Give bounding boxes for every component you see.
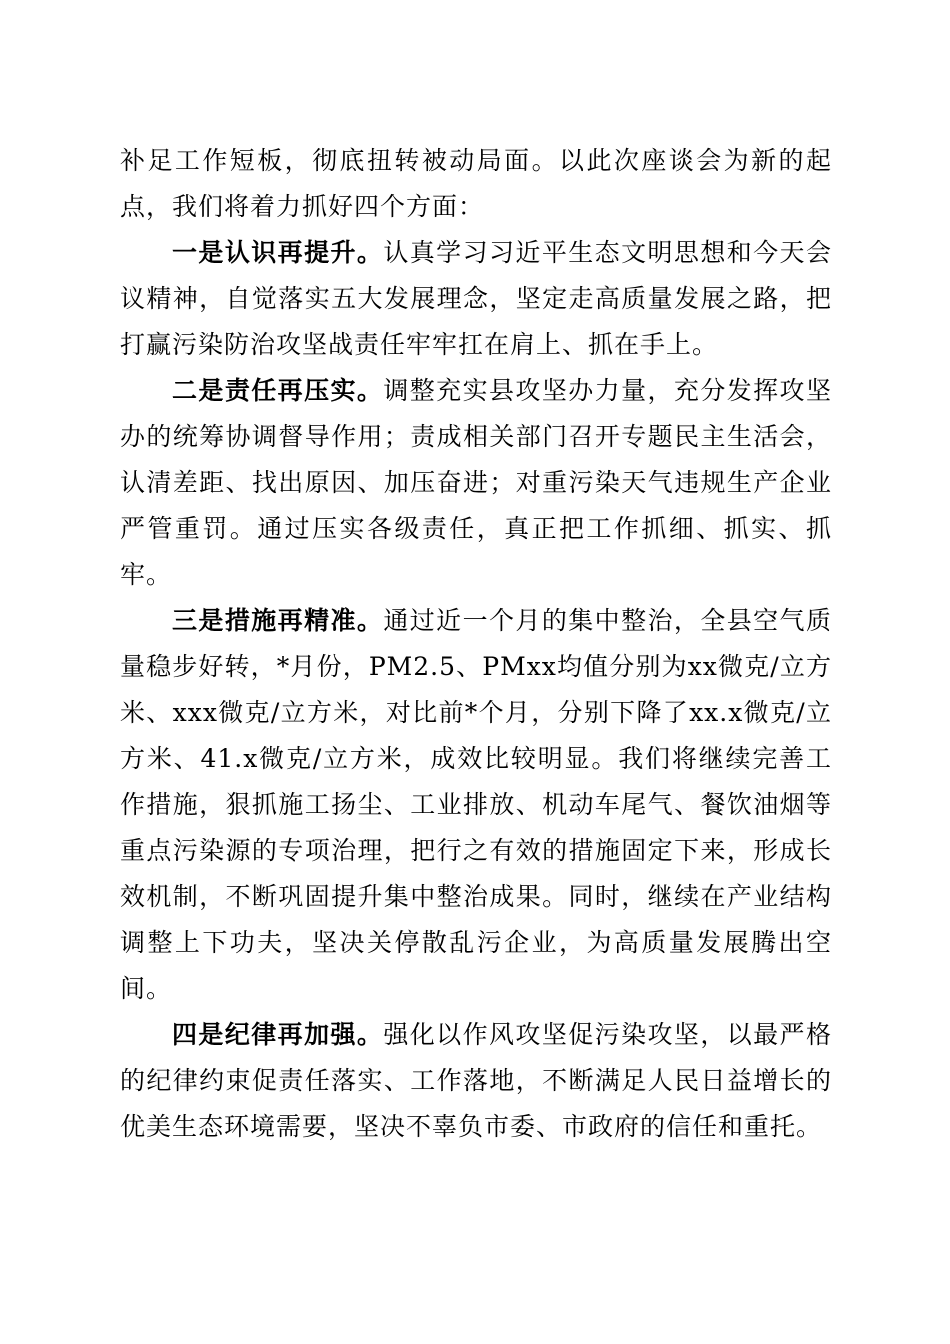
- paragraph-point-4-lead: 四是纪律再加强。: [172, 1020, 384, 1049]
- paragraph-point-4: [120, 1012, 832, 1150]
- paragraph-intro-text: 补足工作短板，彻底扭转被动局面。以此次座谈会为新的起点，我们将着力抓好四个方面：: [120, 146, 832, 221]
- paragraph-point-3-text: 通过近一个月的集中整治，全县空气质量稳步好转，*月份，PM2.5、PMxx均值分别为xx微克/立方米、xxx微克/立方米，对比前*个月，分别下降了xx.x微克/立方米、41.x微克/立方米，成效比较明显。我们将继续完善工作措施，狠抓施工扬尘、工业排放、机动车尾气、餐饮油烟等重点污染源的专项治理，把行之有效的措施固定下来，形成长效机制，不断巩固提升集中整治成果。同时，继续在产业结构调整上下功夫，坚决关停散乱污企业，为高质量发展腾出空间。: [120, 606, 832, 1003]
- paragraph-point-2: [120, 368, 832, 598]
- paragraph-point-3-lead: 三是措施再精准。: [172, 606, 384, 635]
- paragraph-point-2-lead: 二是责任再压实。: [172, 376, 384, 405]
- paragraph-intro: [120, 138, 832, 230]
- paragraph-point-1: [120, 230, 832, 368]
- paragraph-point-2-text: 调整充实县攻坚办力量，充分发挥攻坚办的统筹协调督导作用；责成相关部门召开专题民主生活会，认清差距、找出原因、加压奋进；对重污染天气违规生产企业严管重罚。通过压实各级责任，真正把工作抓细、抓实、抓牢。: [120, 376, 832, 589]
- paragraph-point-1-lead: 一是认识再提升。: [172, 238, 384, 267]
- paragraph-point-1-text: 认真学习习近平生态文明思想和今天会议精神，自觉落实五大发展理念，坚定走高质量发展之路，把打赢污染防治攻坚战责任牢牢扛在肩上、抓在手上。: [120, 238, 832, 359]
- paragraph-point-3: [120, 598, 832, 1012]
- document-body: [120, 138, 832, 1150]
- paragraph-point-4-text: 强化以作风攻坚促污染攻坚，以最严格的纪律约束促责任落实、工作落地，不断满足人民日益增长的优美生态环境需要，坚决不辜负市委、市政府的信任和重托。: [120, 1020, 832, 1141]
